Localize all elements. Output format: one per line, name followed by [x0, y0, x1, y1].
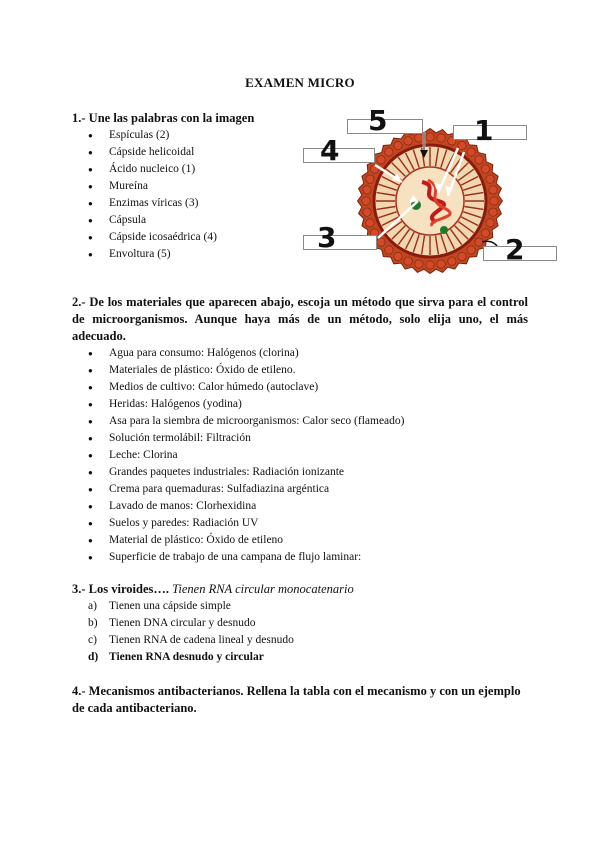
envelope-dot — [486, 219, 494, 227]
envelope-dot — [467, 246, 475, 254]
envelope-dot — [448, 257, 456, 265]
list-item: ● Grandes paquetes industriales: Radiación ionizante — [88, 464, 405, 481]
list-item: ● Solución termolábil: Filtración — [88, 430, 405, 447]
option-d: d) Tienen RNA desnudo y circular — [88, 651, 264, 663]
handwritten-number-1: 1 — [474, 114, 494, 147]
envelope-dot — [404, 137, 412, 145]
handwritten-number-5: 5 — [368, 104, 388, 137]
handwritten-number-3: 3 — [317, 221, 337, 254]
q2-method-list — [88, 345, 405, 566]
envelope-dot — [437, 260, 445, 268]
q1-word-list — [88, 127, 217, 263]
envelope-dot — [366, 175, 374, 183]
q4-heading: 4.- Mecanismos antibacterianos. Rellena la tabla con el mecanismo y con un ejemplo de cada antibacteriano. — [72, 684, 521, 715]
option-a: a) Tienen una cápside simple — [88, 600, 231, 612]
list-item: ● Superficie de trabajo de una campana de flujo laminar: — [88, 549, 405, 566]
envelope-dot — [366, 219, 374, 227]
list-item: ● Cápside helicoidal — [88, 144, 217, 161]
list-item: ● Envoltura (5) — [88, 246, 217, 263]
envelope-dot — [415, 134, 423, 142]
envelope-dot — [385, 246, 393, 254]
enzyme-shape — [440, 226, 448, 234]
page-title: EXAMEN MICRO — [245, 75, 355, 90]
envelope-dot — [377, 156, 385, 164]
q3-heading — [72, 581, 354, 598]
list-item: ● Leche: Clorina — [88, 447, 405, 464]
envelope-dot — [490, 197, 498, 205]
handwritten-number-2: 2 — [505, 233, 525, 266]
list-item: ● Material de plástico: Óxido de etileno — [88, 532, 405, 549]
envelope-dot — [467, 148, 475, 156]
envelope-dot — [363, 208, 371, 216]
envelope-dot — [394, 141, 402, 149]
list-item: ● Asa para la siembra de microorganismos: Calor seco (flameado) — [88, 413, 405, 430]
envelope-dot — [489, 208, 497, 216]
list-item: ● Heridas: Halógenos (yodina) — [88, 396, 405, 413]
q1-heading: 1.- Une las palabras con la imagen — [72, 111, 255, 125]
envelope-dot — [385, 148, 393, 156]
envelope-dot — [489, 186, 497, 194]
envelope-dot — [415, 260, 423, 268]
envelope-dot — [486, 175, 494, 183]
list-item: ● Materiales de plástico: Óxido de etileno. — [88, 362, 405, 379]
option-b: b) Tienen DNA circular y desnudo — [88, 617, 256, 629]
list-item: ● Enzimas víricas (3) — [88, 195, 217, 212]
list-item: ● Cápside icosaédrica (4) — [88, 229, 217, 246]
envelope-dot — [481, 229, 489, 237]
envelope-dot — [458, 252, 466, 260]
list-item: ● Cápsula — [88, 212, 217, 229]
envelope-dot — [426, 261, 434, 269]
envelope-dot — [426, 133, 434, 141]
envelope-dot — [437, 134, 445, 142]
list-item: ● Espículas (2) — [88, 127, 217, 144]
list-item: ● Mureína — [88, 178, 217, 195]
handwritten-number-4: 4 — [320, 134, 340, 167]
envelope-dot — [481, 165, 489, 173]
q3-options — [88, 598, 294, 666]
q3-question: 3.- Los viroides…. — [72, 582, 169, 596]
q2-heading: 2.- De los materiales que aparecen abajo, escoja un método que sirva para el control de microorganismos. Aunque haya más de un método, solo elija uno, el más adecuado. — [72, 295, 528, 343]
envelope-dot — [363, 186, 371, 194]
list-item: ● Medios de cultivo: Calor húmedo (autoclave) — [88, 379, 405, 396]
list-item: ● Suelos y paredes: Radiación UV — [88, 515, 405, 532]
virus-particle — [358, 129, 503, 274]
option-c: c) Tienen RNA de cadena lineal y desnudo — [88, 634, 294, 646]
envelope-dot — [475, 156, 483, 164]
envelope-dot — [394, 252, 402, 260]
list-item: ● Agua para consumo: Halógenos (clorina) — [88, 345, 405, 362]
q3-answer: Tienen RNA circular monocatenario — [172, 582, 354, 596]
envelope-dot — [377, 238, 385, 246]
list-item: ● Crema para quemaduras: Sulfadiazina argéntica — [88, 481, 405, 498]
label-box-enzimas[interactable] — [303, 235, 377, 250]
envelope-dot — [362, 197, 370, 205]
envelope-dot — [404, 257, 412, 265]
list-item: ● Ácido nucleico (1) — [88, 161, 217, 178]
list-item: ● Lavado de manos: Clorhexidina — [88, 498, 405, 515]
envelope-dot — [475, 238, 483, 246]
